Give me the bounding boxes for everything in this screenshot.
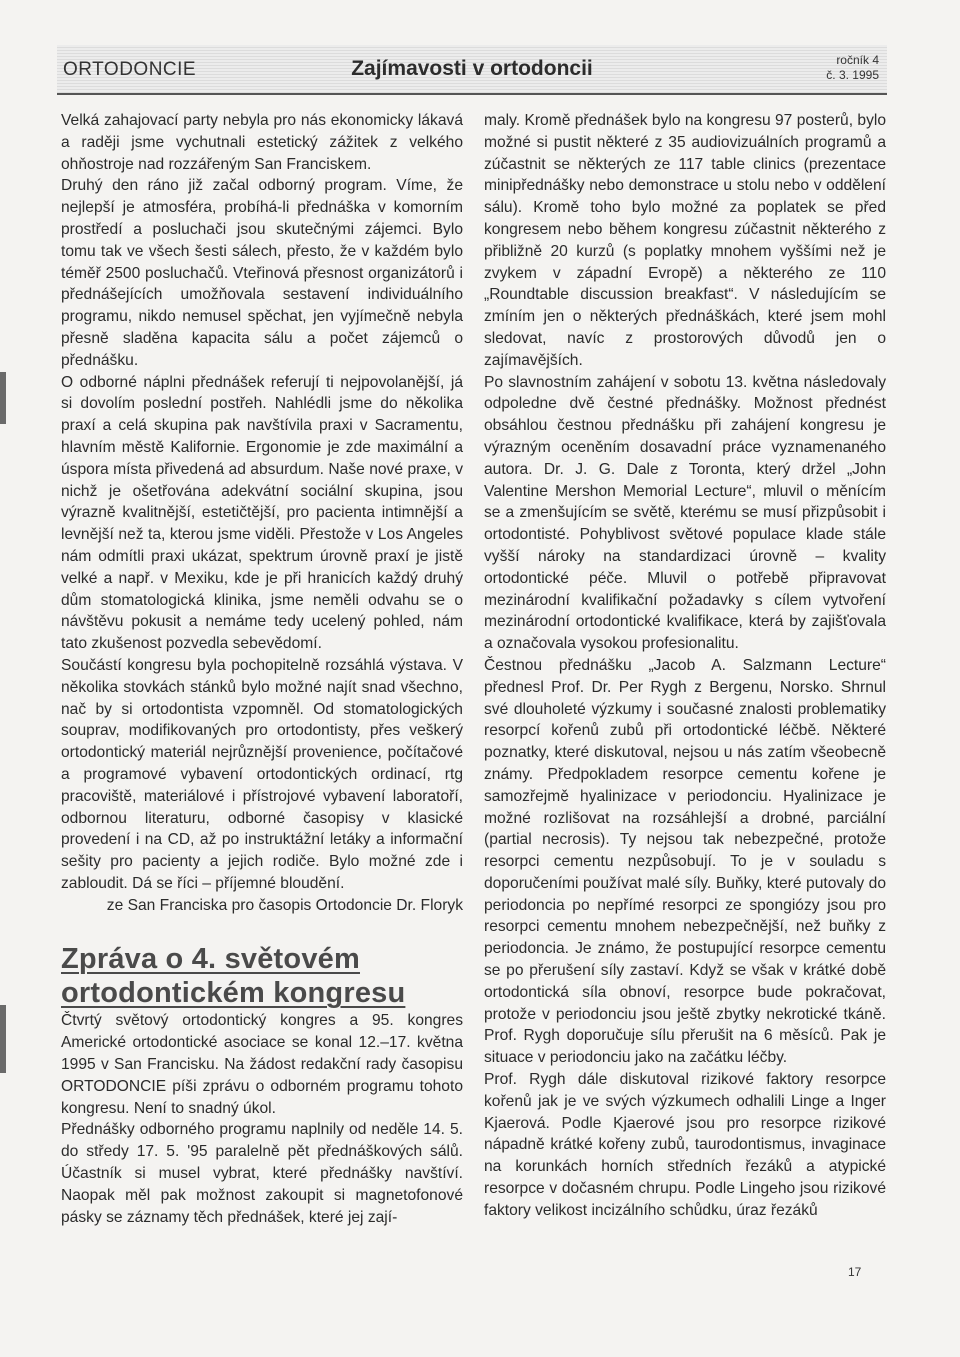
paragraph: Součástí kongresu byla pochopitelně rozsáhlá výstava. V několika stovkách stánků bylo možné najít snad všechno, nač by si ortodontista vzpomněl. Od stomatologických souprav, modifikovaných pro ortodontisty, přes veškerý ortodontický materiál nejrůznější provenience, počítačové a programové vybavení ortodontických ordinací, rtg pracoviště, materiálové i přístrojové vybavení laboratoří, odbornou literaturu, odborné časopisy v klasické provedení i na CD, až po instruktážní letáky a informační sešity pro pacienty a jejich rodiče. Bylo možné zde i zabloudit. Dá se říci – příjemné bloudění. [61,656,463,892]
section-title: Zajímavosti v ortodoncii [351,57,593,80]
issue-label: č. 3. 1995 [826,68,879,82]
left-column [61,110,463,1228]
page-number: 17 [848,1265,862,1279]
paragraph: Čestnou přednášku „Jacob A. Salzmann Lecture“ přednesl Prof. Dr. Per Rygh z Bergenu, Norsko. Shrnul své dlouholeté výzkumy i současné znalosti problematiky resorpcí kořenů zubů při ortodontické léčbě. Některé poznatky, které diskutoval, nejsou u nás zatím všeobecně známy. Předpokladem resorpce cementu kořene je samozřejmě hyalinizace v periodonciu. Hyalinizace je možné rozlišovat na rozsáhlejší a drobné, parciální (partial necrosis). Ty nejsou tak nebezpečné, protože resorpci cementu nezpůsobují. To je v souladu s doporučeními používat malé síly. Buňky, které putovaly do periodoncia po nepřímé resorpci ze spongiózy jsou pro resorpci cementu mnohem nebezpečnější, než buňky z periodoncia. Je známo, že postupující resorpce cementu se po přerušení síly zastaví. Když se však v krátké době ortodontická síla obnoví, resorpce bude pokračovat, protože v periodonciu jsou ještě zbytky nekrotické tkáně. Prof. Rygh doporučuje sílu přerušit na 6 měsíců. Pak je situace v periodonciu jako na začátku léčby. [484,656,886,1067]
journal-name: ORTODONCIE [63,59,197,80]
scan-margin-mark [0,1005,6,1073]
paragraph: Po slavnostním zahájení v sobotu 13. května následovaly odpoledne dvě čestné přednášky. Možnost přednést obsáhlou čestnou přednášku při zahájení kongresu je výrazným oceněním dosavadní práce vyznamenaného autora. Dr. J. G. Dale z Toronta, který držel „John Valentine Mershon Memorial Lecture“, mluvil o měnícím se a zmenšujícím se světě, kterému se musí přizpůsobit i ortodontisté. Pohyblivost světové populace klade stále vyšší nároky na standardizaci úrovně – kvality ortodontické péče. Mluvil o potřebě připravovat mezinárodní kvalifikační požadavky s cílem vytvoření mezinárodní ortodontické kvalifikace, která by zajišťovala a označovala vysokou profesionalitu. [484,373,886,653]
running-header [57,45,887,95]
paragraph: maly. Kromě přednášek bylo na kongresu 97 posterů, bylo možné si pustit některé z 35 audiovizuálních programů a zúčastnit se některých ze 117 table clinics (prezentace minipřednášky nebo demonstrace u stolu nebo v oddělení sálu). Kromě toho bylo možné za poplatek se před kongresem nebo během kongresu zúčastnit některého z přibližně 20 kurzů (s poplatky mnohem vyššími než je zvykem v západní Evropě) a některého ze 110 „Roundtable discussion breakfast“. V následujícím se zmíním jen o některých přednáškách, které jsem mohl sledovat, navíc z prostorových důvodů jen o zajímavějších. [484,112,886,369]
article-headline: Zpráva o 4. světovém ortodontickém kongresu [61,943,406,1010]
paragraph: Přednášky odborného programu naplnily od neděle 14. 5. do středy 17. 5. '95 paralelně pět přednáškových sálů. Účastník si musel vybrat, které přednášky navštíví. Naopak měl pak možnost zakoupit si magnetofonové pásky se záznamy těch přednášek, které jej zají- [61,1121,463,1226]
paragraph: Prof. Rygh dále diskutoval rizikové faktory resorpce kořenů jak je ve svých výzkumech odhalili Linge a Inger Kjaerová. Podle Kjaerové jsou pro resorpce rizikové nápadně krátké kořeny zubů, taurodontismus, invaginace na korunkách horních středních řezáků a atypické resorpce v dočasném chrupu. Podle Lingeho jsou rizikové faktory velikost incizálního schůdku, úraz řezáků [484,1071,886,1219]
paragraph: Druhý den ráno již začal odborný program. Víme, že nejlepší je atmosféra, probíhá-li přednáška v komorním prostředí a posluchači jsou skutečnými zájemci. Bylo tomu tak ve všech šesti sálech, přesto, že v každém bylo téměř 2500 posluchačů. Vteřinová přesnost organizátorů i přednášejících umožňovala sestavení individuálního programu, nikdo nemusel spěchat, jen vyjímečně nebyla přesně sladěna kapacita sálu a počet zájemců o přednášku. [61,177,463,369]
volume-label: ročník 4 [836,53,879,67]
issue-info [826,53,879,83]
author-signature: ze San Franciska pro časopis Ortodoncie Dr. Floryk [106,896,463,914]
paragraph: Velká zahajovací party nebyla pro nás ekonomicky lákavá a raději jsme vychutnali estetický zážitek z velkého ohňostroje nad rozzářeným San Franciskem. [61,112,463,173]
paragraph: O odborné náplni přednášek referují ti nejpovolanější, já si dovolím poslední postřeh. Nahlédli jsme do několika praxí a celá skupina pak navštívila praxi v Sacramentu, hlavním městě Kalifornie. Ergonomie je zde maximální a úspora místa přivedená ad absurdum. Naše nové praxe, v nichž je ošetřována adekvátní sociální skupina, jsou výrazně kvalitnější, estetičtější, pro pacienta intimnější a levnější než ta, kterou jsme viděli. Přestože v Los Angeles nám odmítli praxi ukázat, spektrum úrovně praxí je jistě velké a např. v Mexiku, kde je při hranicích každý druhý dům stomatologická klinika, jsme neměli odvahu se o návštěvu pokusit a nemáme tedy ucelený pohled, nám tato zkušenost pozvedla sebevědomí. [61,373,463,653]
right-column [484,110,886,1222]
scan-margin-mark [0,372,6,424]
paragraph: Čtvrtý světový ortodontický kongres a 95. kongres Americké ortodontické asociace se konal 12.–17. května 1995 v San Francisku. Na žádost redakční rady časopisu ORTODONCIE píši zprávu o odborném programu tohoto kongresu. Není to snadný úkol. [61,1012,463,1117]
